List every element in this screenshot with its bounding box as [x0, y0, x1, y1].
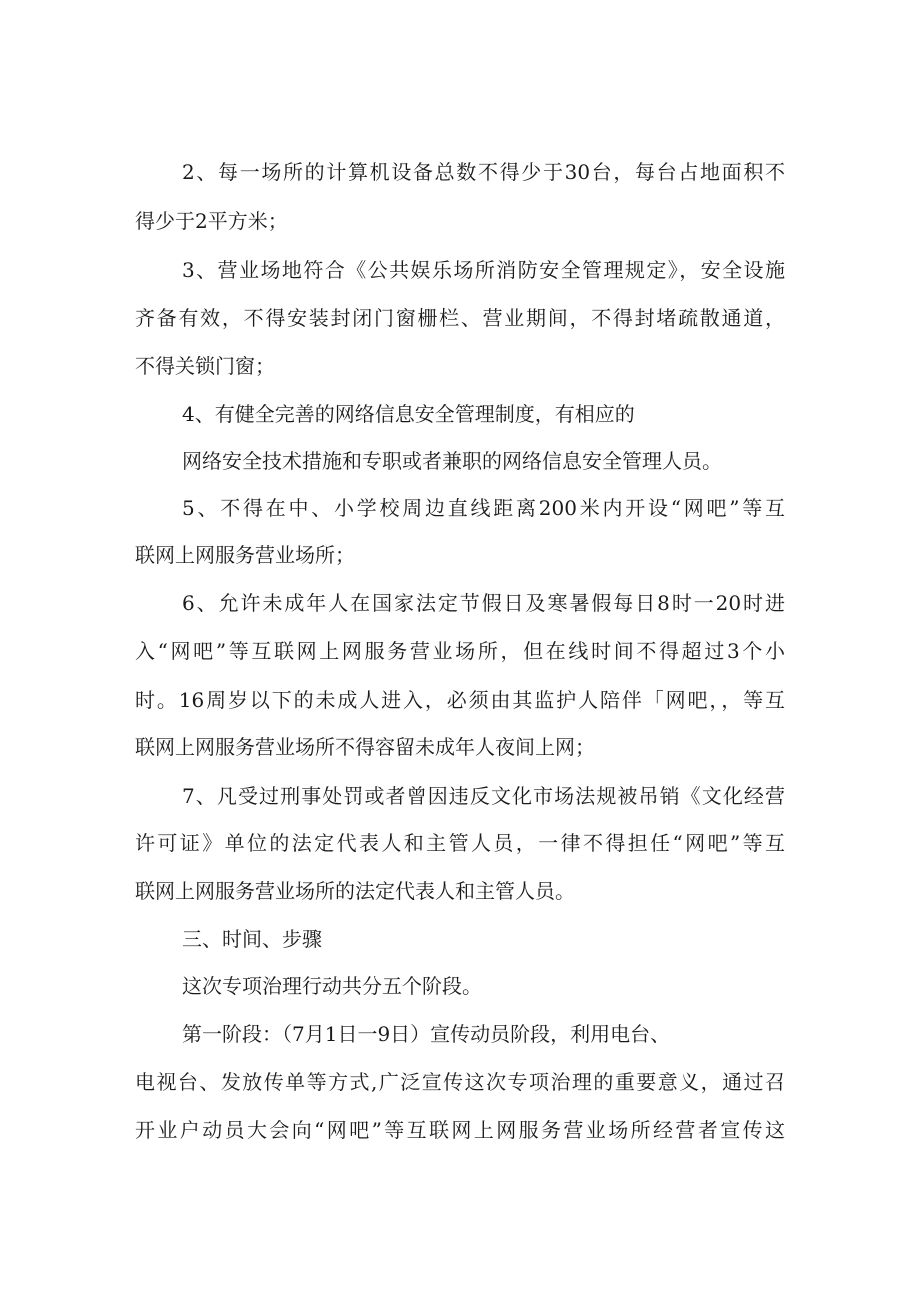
- item-6-line-1: 6、允许未成年人在国家法定节假日及寒暑假每日8时一20时进: [182, 591, 785, 615]
- stage-1-line-2: 电视台、发放传单等方式,广泛宣传这次专项治理的重要意义，通过召: [135, 1070, 785, 1094]
- item-5-line-2: 联网上网服务营业场所；: [135, 543, 355, 567]
- section-intro: 这次专项治理行动共分五个阶段。: [182, 974, 482, 998]
- item-4-line-2: 网络安全技术措施和专职或者兼职的网络信息安全管理人员。: [182, 449, 722, 473]
- item-3-line-1: 3、营业场地符合《公共娱乐场所消防安全管理规定》，安全设施: [182, 258, 785, 282]
- stage-1-line-1: 第一阶段：（7月1日一9日）宣传动员阶段，利用电台、: [182, 1022, 671, 1046]
- item-7-line-3: 联网上网服务营业场所的法定代表人和主管人员。: [135, 879, 575, 903]
- stage-1-line-3: 开业户动员大会向“网吧”等互联网上网服务营业场所经营者宣传这: [135, 1118, 785, 1142]
- item-6-line-2: 入“网吧”等互联网上网服务营业场所，但在线时间不得超过3个小: [135, 639, 785, 663]
- item-7-line-2: 许可证》单位的法定代表人和主管人员，一律不得担任“网吧”等互: [135, 831, 785, 855]
- item-4-line-1: 4、有健全完善的网络信息安全管理制度，有相应的: [182, 402, 635, 426]
- item-3-line-3: 不得关锁门窗；: [135, 354, 275, 378]
- item-7-line-1: 7、凡受过刑事处罚或者曾因违反文化市场法规被吊销《文化经营: [182, 784, 785, 808]
- section-heading: 三、时间、步骤: [182, 927, 322, 951]
- item-6-line-4: 联网上网服务营业场所不得容留未成年人夜间上网；: [135, 735, 595, 759]
- item-5-line-1: 5、不得在中、小学校周边直线距离200米内开设“网吧”等互: [182, 496, 785, 520]
- item-3-line-2: 齐备有效，不得安装封闭门窗栅栏、营业期间，不得封堵疏散通道，: [135, 306, 785, 330]
- item-6-line-3: 时。16周岁以下的未成人进入，必须由其监护人陪伴「网吧，，等互: [135, 688, 785, 712]
- item-2-line-2: 得少于2平方米；: [135, 209, 288, 233]
- item-2-line-1: 2、每一场所的计算机设备总数不得少于30台，每台占地面积不: [182, 160, 785, 184]
